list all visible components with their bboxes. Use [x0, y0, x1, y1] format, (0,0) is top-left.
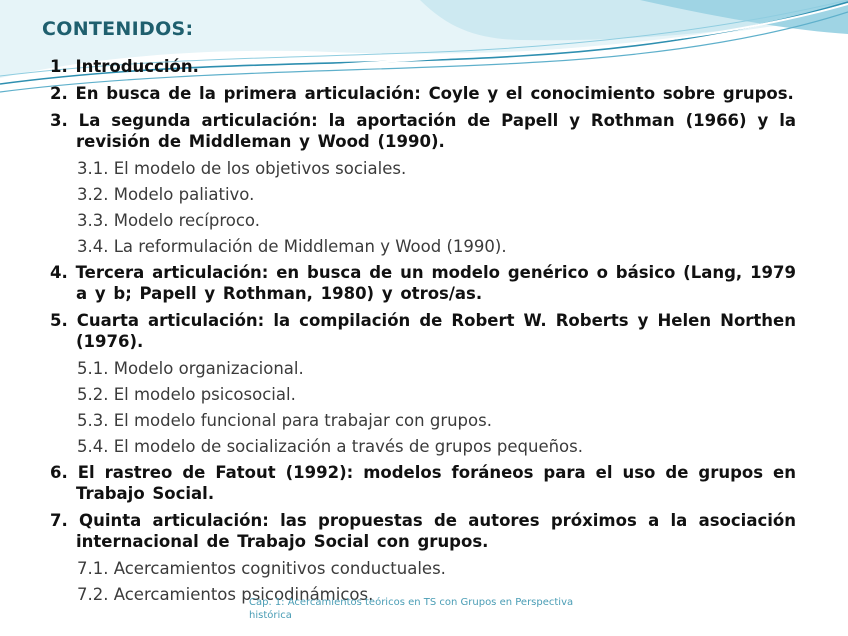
slide-title — [42, 18, 193, 40]
item-3: 3. La segunda articulación: la aportación de Papell y Rothman (1966) y la revisión de Middleman y Wood (1990). — [50, 111, 796, 151]
subitem-5-1: 5.1. Modelo organizacional. — [77, 359, 304, 378]
item-6: 6. El rastreo de Fatout (1992): modelos foráneos para el uso de grupos en Trabajo Social. — [50, 463, 796, 503]
subitem-3-2: 3.2. Modelo paliativo. — [77, 185, 255, 204]
slide-footer: Cap. 1: Acercamientos teóricos en TS con Grupos en Perspectiva histórica — [249, 597, 574, 621]
subitem-7-2: 7.2. Acercamientos psicodinámicos. — [77, 585, 374, 604]
item-1: 1. Introducción. — [50, 57, 199, 76]
item-2: 2. En busca de la primera articulación: Coyle y el conocimiento sobre grupos. — [50, 84, 794, 103]
item-7: 7. Quinta articulación: las propuestas de autores próximos a la asociación internacional de Trabajo Social con grupos. — [50, 511, 796, 551]
subitem-3-3: 3.3. Modelo recíproco. — [77, 211, 260, 230]
subitem-5-2: 5.2. El modelo psicosocial. — [77, 385, 296, 404]
contents-list — [50, 56, 796, 610]
item-5: 5. Cuarta articulación: la compilación de Robert W. Roberts y Helen Northen (1976). — [50, 311, 796, 351]
subitem-3-1: 3.1. El modelo de los objetivos sociales. — [77, 159, 407, 178]
item-4: 4. Tercera articulación: en busca de un modelo genérico o básico (Lang, 1979 a y b; Papell y Rothman, 1980) y otros/as. — [50, 263, 796, 303]
slide-title-colon: : — [185, 18, 194, 40]
subitem-5-4: 5.4. El modelo de socialización a través de grupos pequeños. — [77, 437, 583, 456]
subitem-7-1: 7.1. Acercamientos cognitivos conductuales. — [77, 559, 446, 578]
subitem-5-3: 5.3. El modelo funcional para trabajar con grupos. — [77, 411, 492, 430]
slide-title-text: CONTENIDOS — [42, 18, 186, 40]
subitem-3-4: 3.4. La reformulación de Middleman y Wood (1990). — [77, 237, 507, 256]
